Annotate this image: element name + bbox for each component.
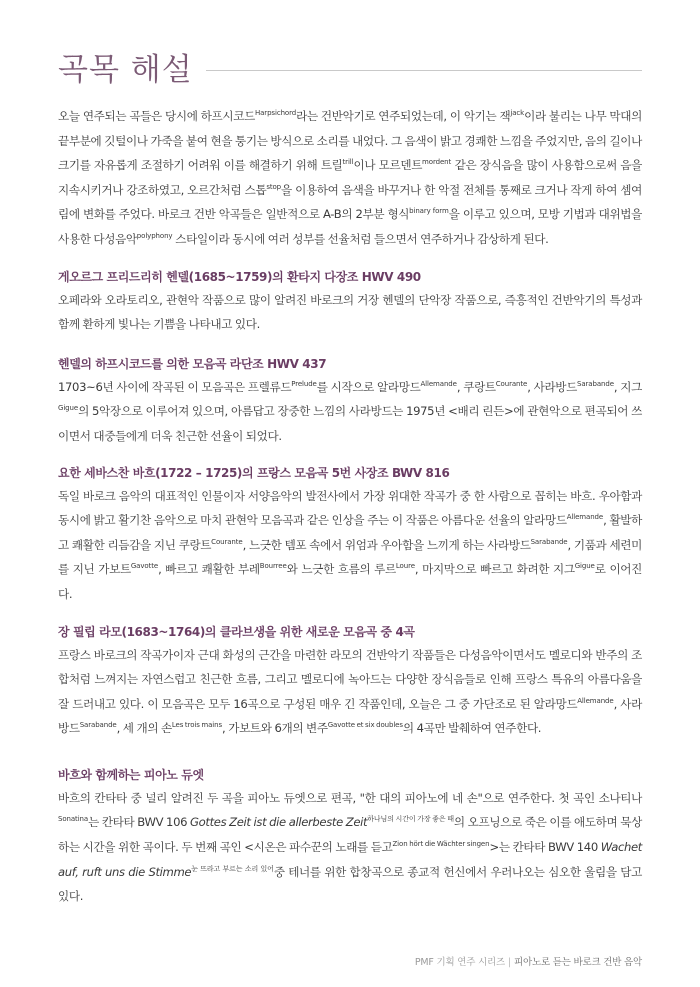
annotation: Bourree bbox=[259, 562, 287, 571]
text: 을 이용하여 음색을 바꾸거나 한 악절 전체를 통째로 크거나 작게 하여 셈여림에 변화를 주었다. 바로크 건반 악곡들은 일반적으로 A-B의 2부분 형식 bbox=[58, 182, 642, 222]
text: , 느긋한 템포 속에서 위엄과 우아함을 느끼게 하는 사라방드 bbox=[242, 537, 531, 552]
footer-separator: | bbox=[508, 957, 512, 968]
text: 을 이루고 있으며, 모방 기법과 대위법을 사용한 다성음악 bbox=[58, 207, 643, 246]
text: >는 칸타타 BWV 140 bbox=[489, 840, 601, 855]
annotation: polyphony bbox=[136, 231, 173, 240]
text: 독일 바로크 음악의 대표적인 인물이자 서양음악의 발전사에서 가장 위대한 작곡가 중 한 사람으로 꼽히는 바흐. 우아함과 동시에 밝고 활기찬 음악으로 마치 관현악 모음곡과 같은 인상을 주는 이 작품은 아름다운 선율의 알라망드 bbox=[58, 488, 642, 528]
annotation: Les trois mains bbox=[171, 721, 223, 730]
text: 스타일이라 동시에 여러 성부를 선율처럼 들으면서 연주하거나 감상하게 된다. bbox=[172, 231, 549, 246]
section-heading: 게오르그 프리드리히 헨델(1685~1759)의 환타지 다장조 HWV 490 bbox=[58, 269, 421, 284]
section-rameau-suite bbox=[58, 621, 642, 741]
annotation: Gigue bbox=[574, 562, 595, 571]
text: 를 시작으로 알라망드 bbox=[316, 379, 421, 394]
text: , 빠르고 쾌활한 부레 bbox=[158, 562, 260, 577]
section-heading: 장 필립 라모(1683~1764)의 클라브생을 위한 새로운 모음곡 중 4곡 bbox=[58, 624, 415, 639]
text: , 가보트와 6개의 변주 bbox=[222, 721, 328, 736]
annotation: stop bbox=[266, 182, 282, 191]
annotation: Courante bbox=[211, 537, 243, 546]
text: 오늘 연주되는 곡들은 당시에 하프시코드 bbox=[58, 109, 255, 123]
text: , 사라방드 bbox=[58, 696, 642, 736]
text: 는 칸타타 BWV 106 bbox=[88, 815, 191, 830]
intro-paragraph bbox=[58, 104, 642, 252]
annotation: Allemande bbox=[420, 379, 457, 388]
cantata-title: Gottes Zeit ist die allerbeste Zeit bbox=[190, 815, 368, 830]
text: 같은 장식음을 많이 사용함으로써 음을 지속시키거나 강조하였고, 오르간처럼 스톱 bbox=[58, 158, 642, 197]
annotation: Sarabande bbox=[577, 379, 614, 388]
page-title: 곡목 해설 bbox=[58, 52, 193, 88]
annotation: Gavotte bbox=[130, 562, 159, 571]
text: , 활발하고 쾌활한 리듬감을 지닌 쿠랑트 bbox=[58, 513, 642, 552]
text: , 쿠랑트 bbox=[456, 379, 496, 394]
annotation: Sonatina bbox=[58, 815, 89, 824]
text: 1703~6년 사이에 작곡된 이 모음곡은 프렐류드 bbox=[58, 379, 292, 394]
text: 로 이어진다. bbox=[58, 562, 642, 601]
content bbox=[58, 104, 642, 909]
annotation: Sarabande bbox=[79, 721, 117, 730]
cantata-title: Wachet auf, ruft uns die Stimme bbox=[58, 840, 642, 879]
text: 이라 불리는 나무 막대의 끝부분에 깃털이나 가죽을 붙여 현을 퉁기는 방식으로 소리를 내었다. 그 음색이 밝고 경쾌한 느낌을 주었지만, 음의 길이나 크기를 자유롭게 조절하기 어려워 이를 해결하기 위해 트릴 bbox=[58, 109, 642, 173]
text: 의 4곡만 발췌하여 연주한다. bbox=[402, 721, 542, 736]
annotation: binary form bbox=[409, 207, 449, 216]
annotation: Prelude bbox=[291, 379, 317, 388]
title-row bbox=[58, 48, 642, 92]
text: 이나 모르덴트 bbox=[353, 158, 423, 173]
annotation: Loure bbox=[395, 562, 415, 571]
text: 바흐의 칸타타 중 널리 알려진 두 곡을 피아노 듀엣으로 편곡, "한 대의 피아노에 네 손"으로 연주한다. 첫 곡인 소나티나 bbox=[58, 790, 642, 805]
section-body bbox=[58, 375, 642, 449]
section-handel-suite bbox=[58, 353, 642, 449]
text: , 지그 bbox=[613, 379, 642, 394]
annotation: Zion hört die Wächter singen bbox=[392, 840, 490, 849]
annotation: 하나님의 시간이 가장 좋은 때 bbox=[367, 815, 454, 824]
section-bach-piano-duet bbox=[58, 764, 642, 909]
section-handel-fantasia bbox=[58, 266, 642, 337]
text: , 사라방드 bbox=[527, 379, 577, 394]
annotation: mordent bbox=[422, 158, 452, 167]
title-divider bbox=[206, 70, 642, 71]
section-heading: 헨델의 하프시코드를 의한 모음곡 라단조 HWV 437 bbox=[58, 356, 327, 371]
text: 라는 건반악기로 연주되었는데, 이 악기는 잭 bbox=[296, 109, 511, 123]
annotation: Harpsichord bbox=[254, 109, 297, 117]
text: 와 느긋한 흐름의 루르 bbox=[286, 562, 396, 577]
section-body bbox=[58, 643, 642, 741]
text: 의 5악장으로 이루어져 있으며, 아름답고 장중한 느낌의 사라방드는 1975년 <배리 린든>에 관현악으로 편곡되어 쓰이면서 대중들에게 더욱 친근한 선율이 되었다. bbox=[58, 404, 642, 443]
annotation: Allemande bbox=[577, 696, 614, 705]
annotation: trill bbox=[342, 158, 354, 167]
annotation: Gavotte et six doubles bbox=[327, 721, 403, 730]
section-heading: 바흐와 함께하는 피아노 듀엣 bbox=[58, 767, 204, 782]
text: , 기품과 세련미를 지닌 가보트 bbox=[58, 537, 642, 577]
section-bach-french-suite bbox=[58, 462, 642, 607]
annotation: Courante bbox=[495, 379, 528, 388]
text: 중 테너를 위한 합창곡으로 종교적 헌신에서 우러나오는 심오한 울림을 담고 있다. bbox=[58, 864, 642, 904]
text: , 마지막으로 빠르고 화려한 지그 bbox=[414, 562, 575, 577]
annotation: 눈 뜨라고 부르는 소리 있어 bbox=[191, 864, 274, 873]
footer-series: PMF 기획 연주 시리즈 bbox=[414, 957, 505, 968]
annotation: jack bbox=[510, 109, 525, 117]
section-heading: 요한 세바스찬 바흐(1722 – 1725)의 프랑스 모음곡 5번 사장조 BWV 816 bbox=[58, 465, 450, 480]
section-body: 오페라와 오라토리오, 관현악 작품으로 많이 알려진 바로크의 거장 헨델의 단악장 작품으로, 즉흥적인 건반악기의 특성과 함께 환하게 빛나는 기쁨을 나타내고 있다. bbox=[58, 292, 642, 332]
section-body bbox=[58, 484, 642, 607]
text: 프랑스 바로크의 작곡가이자 근대 화성의 근간을 마련한 라모의 건반악기 작품들은 다성음악이면서도 멜로디와 반주의 조합처럼 느껴지는 자연스럽고 친근한 흐름, 그리고 멜로디에 녹아드는 다양한 장식음들로 인해 프랑스 특유의 아름다움을 잘 드러내고 있다. 이 모음곡은 모두 16곡으로 구성된 매우 긴 작품인데, 오늘은 그 중 가단조로 된 알라망드 bbox=[58, 647, 642, 711]
footer-concert-title: 피아노로 듣는 바로크 건반 음악 bbox=[514, 957, 642, 968]
annotation: Gigue bbox=[58, 404, 79, 413]
annotation: Sarabande bbox=[530, 537, 568, 546]
page-footer bbox=[415, 954, 642, 968]
text: 의 오프닝으로 죽은 이를 애도하며 묵상하는 시간을 위한 곡이다. 두 번째 곡인 <시온은 파수꾼의 노래를 듣고 bbox=[58, 815, 642, 855]
annotation: Allemande bbox=[566, 513, 604, 522]
text: , 세 개의 손 bbox=[116, 721, 172, 736]
section-body bbox=[58, 786, 642, 909]
